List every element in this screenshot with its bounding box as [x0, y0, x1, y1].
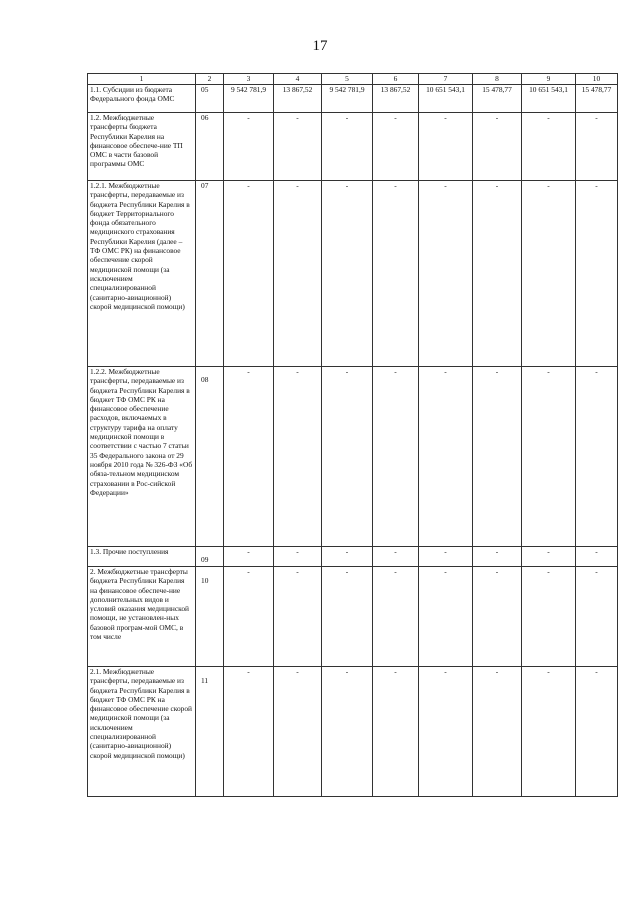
row-value: -: [373, 113, 419, 181]
column-header: 3: [224, 74, 274, 85]
budget-table: [87, 73, 618, 797]
row-value: -: [322, 567, 373, 667]
row-value: -: [373, 367, 419, 547]
row-value: -: [419, 667, 473, 797]
row-name: 1.3. Прочие поступления: [88, 547, 196, 567]
row-value: -: [224, 567, 274, 667]
row-value: -: [419, 567, 473, 667]
row-value: -: [224, 113, 274, 181]
row-name: 2.1. Межбюджетные трансферты, передаваемые из бюджета Республики Карелия в бюджет ТФ ОМС РК на финансовое обеспечение скорой медицинской помощи (за исключением специализированной (санитарно-авиационной) скорой медицинской помощи): [88, 667, 196, 797]
column-header: 2: [196, 74, 224, 85]
row-value: -: [224, 547, 274, 567]
row-value: -: [522, 113, 576, 181]
row-value: -: [274, 113, 322, 181]
row-name: 1.1. Субсидии из бюджета Федерального фонда ОМС: [88, 85, 196, 113]
row-value: -: [373, 567, 419, 667]
row-code: [196, 367, 224, 547]
row-value: -: [373, 667, 419, 797]
row-code: [196, 667, 224, 797]
row-code: 07: [196, 181, 224, 367]
table-row: [88, 85, 618, 113]
table-row: [88, 567, 618, 667]
row-value: 15 478,77: [576, 85, 618, 113]
row-value: 13 867,52: [274, 85, 322, 113]
table-row: [88, 667, 618, 797]
row-value: -: [576, 181, 618, 367]
row-code: [196, 547, 224, 567]
row-value: -: [373, 181, 419, 367]
row-value: -: [322, 181, 373, 367]
row-name: 1.2.1. Межбюджетные трансферты, передаваемые из бюджета Республики Карелия в бюджет Территориального фонда обязательного медицинского страхования Республики Карелия (далее – ТФ ОМС РК) на финансовое обеспечение скорой медицинской помощи (за исключением специализированной (санитарно-авиационной) скорой медицинской помощи): [88, 181, 196, 367]
row-name: 1.2.2. Межбюджетные трансферты, передаваемые из бюджета Республики Карелия в бюджет ТФ ОМС РК на финансовое обеспечение расходов, включаемых в структуру тарифа на оплату медицинской помощи в соответствии с частью 7 статьи 35 Федерального закона от 29 ноября 2010 года № 326-ФЗ «Об обяза-тельном медицинском страховании в Рос-сийской Федерации»: [88, 367, 196, 547]
row-value: -: [522, 667, 576, 797]
row-value: 10 651 543,1: [522, 85, 576, 113]
row-code-text: 09: [201, 555, 209, 564]
row-value: -: [576, 113, 618, 181]
row-value: -: [322, 367, 373, 547]
row-value: -: [224, 181, 274, 367]
column-header: 8: [473, 74, 522, 85]
column-header: 7: [419, 74, 473, 85]
row-value: -: [522, 567, 576, 667]
column-header: 9: [522, 74, 576, 85]
row-value: -: [274, 567, 322, 667]
row-name: 1.2. Межбюджетные трансферты бюджета Республики Карелия на финансовое обеспече-ние ТП ОМС в части базовой программы ОМС: [88, 113, 196, 181]
page-number: 17: [312, 38, 328, 54]
row-value: -: [576, 547, 618, 567]
row-code-text: 11: [201, 676, 209, 685]
row-value: -: [322, 547, 373, 567]
row-value: -: [473, 181, 522, 367]
row-value: -: [224, 667, 274, 797]
row-value: 10 651 543,1: [419, 85, 473, 113]
table-row: [88, 547, 618, 567]
row-value: -: [419, 181, 473, 367]
column-header: 5: [322, 74, 373, 85]
row-code: 05: [196, 85, 224, 113]
row-code: [196, 567, 224, 667]
row-value: -: [322, 113, 373, 181]
row-value: 9 542 781,9: [322, 85, 373, 113]
row-value: -: [576, 567, 618, 667]
row-value: -: [576, 667, 618, 797]
table-row: [88, 113, 618, 181]
row-value: -: [373, 547, 419, 567]
row-value: -: [274, 367, 322, 547]
row-value: -: [473, 667, 522, 797]
row-value: -: [274, 181, 322, 367]
row-value: 9 542 781,9: [224, 85, 274, 113]
row-value: 13 867,52: [373, 85, 419, 113]
header-row: [88, 74, 618, 85]
column-header: 4: [274, 74, 322, 85]
row-code-text: 10: [201, 576, 209, 585]
row-value: -: [473, 367, 522, 547]
row-code: 06: [196, 113, 224, 181]
row-value: -: [322, 667, 373, 797]
row-name: 2. Межбюджетные трансферты бюджета Республики Карелия на финансовое обеспече-ние дополнительных видов и условий оказания медицинской помощи, не установлен-ных базовой програм-мой ОМС, в том числе: [88, 567, 196, 667]
row-value: -: [522, 181, 576, 367]
row-value: -: [473, 113, 522, 181]
row-value: -: [419, 547, 473, 567]
row-value: -: [224, 367, 274, 547]
column-header: 1: [88, 74, 196, 85]
row-value: -: [473, 567, 522, 667]
row-value: -: [473, 547, 522, 567]
row-value: -: [522, 547, 576, 567]
row-value: -: [419, 367, 473, 547]
row-value: 15 478,77: [473, 85, 522, 113]
row-value: -: [274, 547, 322, 567]
table-row: [88, 181, 618, 367]
row-value: -: [419, 113, 473, 181]
table-row: [88, 367, 618, 547]
row-value: -: [522, 367, 576, 547]
row-value: -: [576, 367, 618, 547]
row-value: -: [274, 667, 322, 797]
column-header: 10: [576, 74, 618, 85]
row-code-text: 08: [201, 375, 209, 384]
column-header: 6: [373, 74, 419, 85]
